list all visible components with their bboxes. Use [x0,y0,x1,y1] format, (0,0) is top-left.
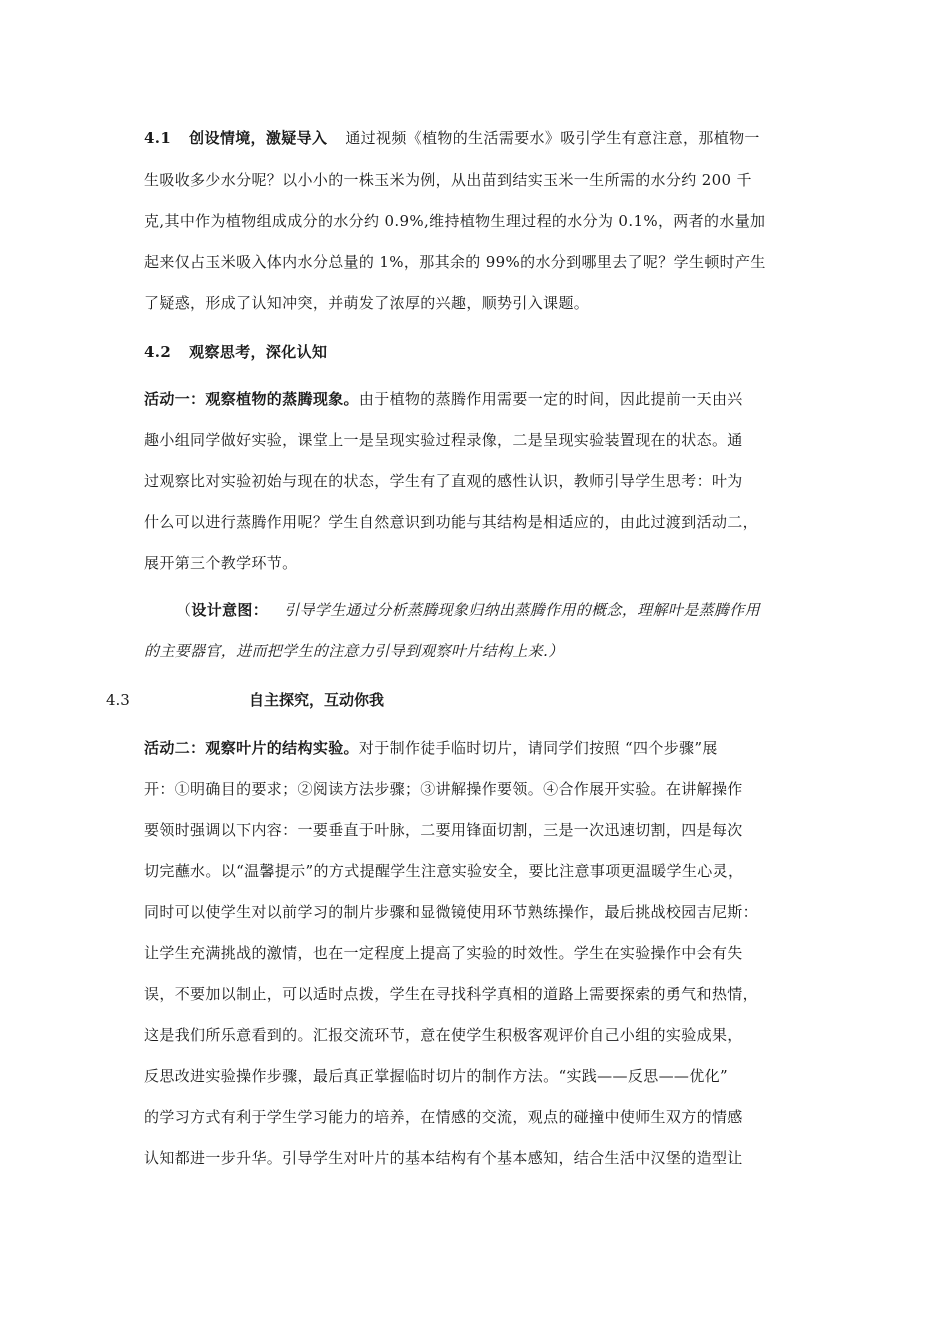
activity-2-label: 活动二：观察叶片的结构实验。 [144,739,359,757]
paragraph-line: 开：①明确目的要求；②阅读方法步骤；③讲解操作要领。④合作展开实验。在讲解操作 [144,780,743,798]
paragraph-line: 让学生充满挑战的激情，也在一定程度上提高了实验的时效性。学生在实验操作中会有失 [144,944,743,962]
paragraph-line: 趣小组同学做好实验，课堂上一是呈现实验过程录像，二是呈现实验装置现在的状态。通 [144,431,743,449]
paragraph-line: 展开第三个教学环节。 [144,554,298,572]
design-intent-label: 设计意图 [191,601,253,619]
section-4-1-number: 4.1 [144,129,172,147]
activity-2-first-line [144,738,814,758]
paragraph-line: 的学习方式有利于学生学习能力的培养，在情感的交流，观点的碰撞中使师生双方的情感 [144,1108,743,1126]
paragraph-line: 反思改进实验操作步骤，最后真正掌握临时切片的制作方法。“实践——反思——优化” [144,1067,728,1085]
design-intent-text: 的主要器官，进而把学生的注意力引导到观察叶片结构上来.） [144,642,564,660]
section-4-2-title: 观察思考，深化认知 [189,343,328,361]
paragraph-line: 对于制作徒手临时切片，请同学们按照 “四个步骤”展 [358,739,718,757]
paragraph-line: 同时可以使学生对以前学习的制片步骤和显微镜使用环节熟练操作，最后挑战校园吉尼斯： [144,903,759,921]
section-4-1-title: 创设情境，激疑导入 [189,129,328,147]
paragraph-line: 由于植物的蒸腾作用需要一定的时间，因此提前一天由兴 [358,390,743,408]
design-intent-text: 引导学生通过分析蒸腾现象归纳出蒸腾作用的概念，理解叶是蒸腾作用 [284,601,760,619]
paragraph-line: 要领时强调以下内容：一要垂直于叶脉，二要用锋面切割，三是一次迅速切割，四是每次 [144,821,743,839]
paragraph-line: 这是我们所乐意看到的。汇报交流环节，意在使学生积极客观评价自己小组的实验成果， [144,1026,743,1044]
design-intent-colon: ： [252,601,269,619]
paragraph-line: 起来仅占玉米吸入体内水分总量的 1%，那其余的 99%的水分到哪里去了呢？学生顿时产生 [144,253,766,271]
section-4-2-number: 4.2 [144,343,172,361]
paragraph-line: 认知都进一步升华。引导学生对叶片的基本结构有个基本感知，结合生活中汉堡的造型让 [144,1149,743,1167]
paragraph-line: 什么可以进行蒸腾作用呢？学生自然意识到功能与其结构是相适应的，由此过渡到活动二， [144,513,759,531]
section-4-3-title: 自主探究，互动你我 [249,691,385,709]
paragraph-line: 通过视频《植物的生活需要水》吸引学生有意注意，那植物一 [345,129,760,147]
section-4-1-first-line [144,128,814,148]
paragraph-line: 克,其中作为植物组成成分的水分约 0.9%,维持植物生理过程的水分为 0.1%，两者的水量加 [144,212,766,230]
paragraph-line: 过观察比对实验初始与现在的状态，学生有了直观的感性认识，教师引导学生思考：叶为 [144,472,743,490]
activity-1-first-line [144,389,814,409]
section-4-3-number: 4.3 [106,691,130,709]
activity-1-label: 活动一：观察植物的蒸腾现象。 [144,390,359,408]
paragraph-line: 切完蘸水。以“温馨提示”的方式提醒学生注意实验安全，要比注意事项更温暖学生心灵， [144,862,744,880]
section-4-2-heading [144,342,814,362]
design-intent-open: （ [176,601,192,619]
design-intent-first-line [176,600,846,620]
paragraph-line: 了疑惑，形成了认知冲突，并萌发了浓厚的兴趣，顺势引入课题。 [144,294,590,312]
paragraph-line: 生吸收多少水分呢？以小小的一株玉米为例，从出苗到结实玉米一生所需的水分约 200 千 [144,171,752,189]
paragraph-line: 误，不要加以制止，可以适时点拨，学生在寻找科学真相的道路上需要探索的勇气和热情， [144,985,759,1003]
